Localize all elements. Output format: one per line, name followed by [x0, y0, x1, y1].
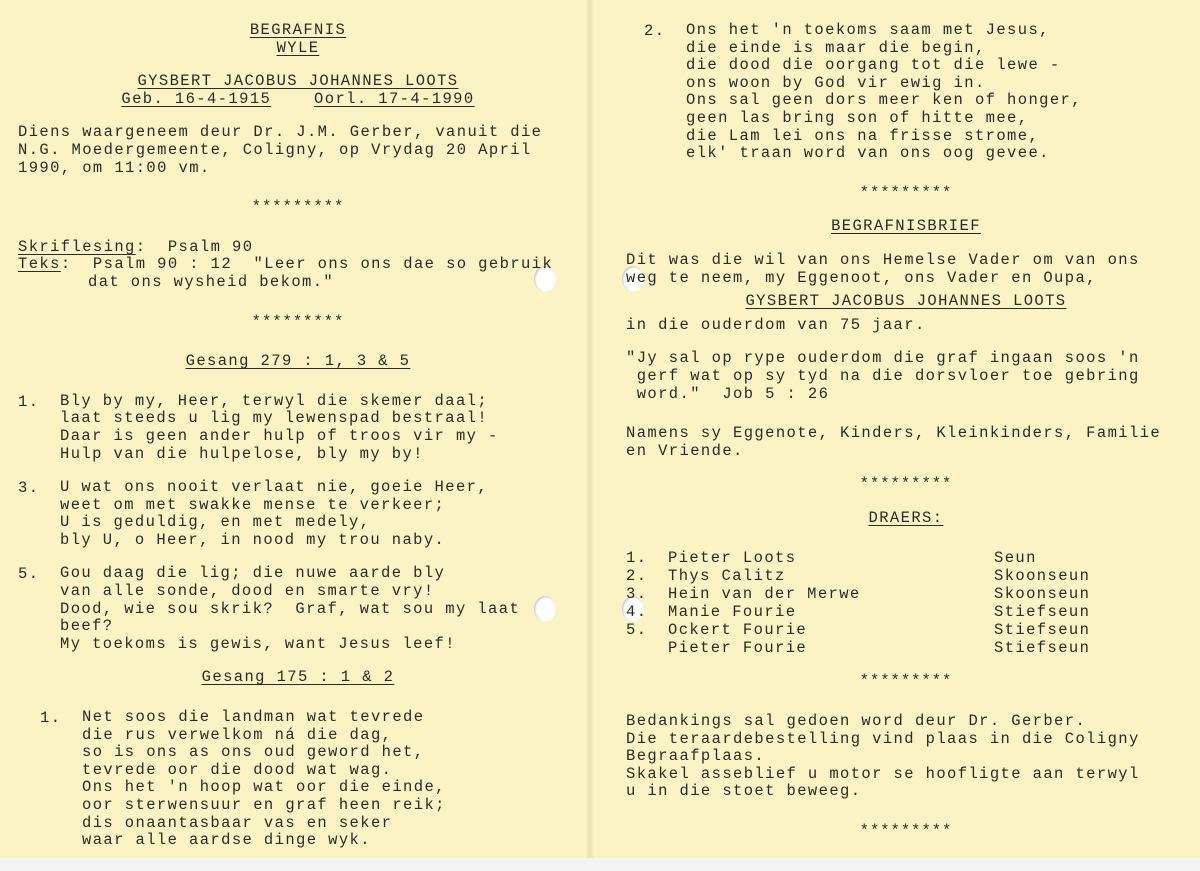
quote-line: word." Job 5 : 26 — [626, 384, 830, 403]
verse-line: Ons sal geen dors meer ken of honger, — [686, 91, 1082, 110]
verse-line: U is geduldig, en met medely, — [60, 513, 371, 532]
bearer-name: Hein van der Merwe — [668, 585, 861, 604]
behalf-line: en Vriende. — [626, 441, 744, 460]
bearer-number: 1. — [626, 549, 648, 568]
table-row — [626, 639, 1090, 657]
verse-line: tevrede oor die dood wat wag. — [82, 760, 393, 779]
verse-number: 3. — [18, 479, 40, 498]
verse-line: die dood die oorgang tot die lewe - — [686, 56, 1061, 75]
age-line: in die ouderdom van 75 jaar. — [626, 315, 926, 334]
bearer-relation: Skoonseun — [994, 567, 1091, 586]
separator-stars: ********* — [859, 475, 953, 494]
verse-line: waar alle aardse dinge wyk. — [82, 831, 371, 850]
verse-number: 2. — [644, 22, 666, 40]
bearer-name: Pieter Fourie — [668, 639, 808, 658]
separator-stars: ********* — [251, 312, 345, 331]
verse-line: Ons het 'n toekoms saam met Jesus, — [686, 21, 1050, 39]
death-date: Oorl. 17-4-1990 — [314, 89, 475, 108]
dates-line — [18, 91, 578, 109]
separator-stars: ********* — [859, 672, 953, 691]
bearers-table — [626, 549, 1090, 657]
verse-line: die Lam lei ons na frisse strome, — [686, 126, 1040, 145]
verse-line: Net soos die landman wat tevrede — [82, 708, 425, 727]
verse-line: beef? — [60, 617, 114, 636]
table-row — [626, 585, 1090, 603]
verse-line: Gou daag die lig; die nuwe aarde bly — [60, 564, 446, 583]
verse-line: weet om met swakke mense te verkeer; — [60, 495, 446, 514]
scripture-reading — [18, 239, 578, 257]
verse-line: oor sterwensuur en graf heen reik; — [82, 796, 446, 814]
bearer-number: 5. — [626, 621, 648, 640]
service-line: Diens waargeneem deur Dr. J.M. Gerber, vanuit die — [18, 123, 543, 142]
reading-value: : Psalm 90 — [135, 237, 254, 256]
closing-line: Bedankings sal gedoen word deur Dr. Gerber. — [626, 712, 1087, 731]
verse-number: 1. — [18, 392, 40, 411]
verse-line: Ons het 'n hoop wat oor die einde, — [82, 778, 446, 797]
verse-line: dis onaantasbaar vas en seker — [82, 813, 393, 832]
verse-line: geen las bring son of hitte mee, — [686, 108, 1029, 127]
verse-line: van alle sonde, dood en smarte vry! — [60, 582, 435, 601]
sermon-text — [18, 256, 578, 274]
scan-margin — [0, 858, 1200, 871]
page-fold — [586, 0, 594, 858]
verse-line: Dood, wie sou skrik? Graf, wat sou my laat — [60, 599, 521, 618]
closing-line: Begraafplaas. — [626, 747, 766, 766]
verse-line: U wat ons nooit verlaat nie, goeie Heer, — [60, 478, 489, 497]
bearer-number: 2. — [626, 567, 648, 586]
quote-line: gerf wat op sy tyd na die dorsvloer toe gebring — [626, 366, 1140, 385]
separator-stars: ********* — [859, 822, 953, 841]
table-row — [626, 621, 1090, 639]
bearer-number — [626, 639, 668, 657]
quote-line: "Jy sal op rype ouderdom die graf ingaan soos 'n — [626, 349, 1140, 368]
verse-line: so is ons as ons oud geword het, — [82, 743, 425, 762]
right-page — [626, 22, 1186, 841]
sermon-text-cont: dat ons wysheid bekom." — [88, 272, 335, 291]
verse-line: die einde is maar die begin, — [686, 38, 986, 57]
bearer-name: Ockert Fourie — [668, 621, 808, 640]
text-label: Teks — [18, 255, 61, 274]
bearer-relation: Stiefseun — [994, 621, 1091, 640]
separator-stars: ********* — [251, 198, 345, 217]
bearers-title: DRAERS: — [868, 508, 944, 527]
verse-line: My toekoms is gewis, want Jesus leef! — [60, 634, 456, 653]
verse-line: Daar is geen ander hulp of troos vir my - — [60, 426, 499, 445]
service-line: 1990, om 11:00 vm. — [18, 158, 211, 177]
bearer-name: Manie Fourie — [668, 603, 797, 622]
hymn-verse — [626, 22, 1186, 163]
closing-line: Skakel asseblief u motor se hoofligte aan terwyl — [626, 764, 1140, 783]
table-row — [626, 567, 1090, 585]
title-begrafnis: BEGRAFNIS — [249, 21, 347, 39]
bearer-relation: Skoonseun — [994, 585, 1091, 604]
hymn-verse — [18, 479, 578, 549]
closing-line: u in die stoet beweeg. — [626, 782, 862, 801]
table-row — [626, 603, 1090, 621]
verse-line: die rus verwelkom ná die dag, — [82, 725, 393, 744]
verse-line: ons woon by God vir ewig in. — [686, 73, 986, 92]
hymn-title: Gesang 279 : 1, 3 & 5 — [185, 352, 411, 371]
bearer-name: Pieter Loots — [668, 549, 797, 568]
verse-line: laat steeds u lig my lewenspad bestraal! — [60, 409, 489, 428]
letter-line: Dit was die wil van ons Hemelse Vader om van ons — [626, 250, 1140, 269]
title-wyle: WYLE — [276, 38, 320, 57]
table-row — [626, 549, 1090, 567]
service-line: N.G. Moedergemeente, Coligny, op Vrydag 20 April — [18, 140, 532, 159]
verse-number: 5. — [18, 565, 40, 584]
verse-line: bly U, o Heer, in nood my trou naby. — [60, 530, 446, 549]
hymn-verse — [18, 393, 578, 463]
hymn-verse — [18, 709, 578, 850]
behalf-line: Namens sy Eggenote, Kinders, Kleinkinders, Familie — [626, 424, 1162, 443]
bearer-relation: Stiefseun — [994, 639, 1091, 658]
bearer-number: 3. — [626, 585, 648, 604]
deceased-name: GYSBERT JACOBUS JOHANNES LOOTS — [745, 292, 1067, 311]
bearer-relation: Stiefseun — [994, 603, 1091, 622]
bearer-number: 4. — [626, 603, 648, 622]
letter-title: BEGRAFNISBRIEF — [831, 217, 981, 236]
bearer-name: Thys Calitz — [668, 567, 786, 586]
deceased-name: GYSBERT JACOBUS JOHANNES LOOTS — [137, 72, 459, 91]
verse-number: 1. — [40, 709, 62, 728]
verse-line: elk' traan word van ons oog gevee. — [686, 144, 1050, 163]
verse-line: Hulp van die hulpelose, bly my by! — [60, 444, 424, 463]
hymn-title: Gesang 175 : 1 & 2 — [201, 668, 395, 687]
birth-date: Geb. 16-4-1915 — [121, 89, 272, 108]
bearer-relation: Seun — [994, 549, 1037, 568]
reading-label: Skriflesing — [18, 237, 136, 256]
letter-line: weg te neem, my Eggenoot, ons Vader en Oupa, — [626, 268, 1097, 287]
hymn-verse — [18, 565, 578, 653]
verse-line: Bly by my, Heer, terwyl die skemer daal; — [60, 391, 489, 410]
closing-line: Die teraardebestelling vind plaas in die Coligny — [626, 729, 1140, 748]
text-value: : Psalm 90 : 12 "Leer ons ons dae so gebruik — [60, 255, 554, 274]
separator-stars: ********* — [859, 183, 953, 202]
left-page — [18, 22, 578, 850]
